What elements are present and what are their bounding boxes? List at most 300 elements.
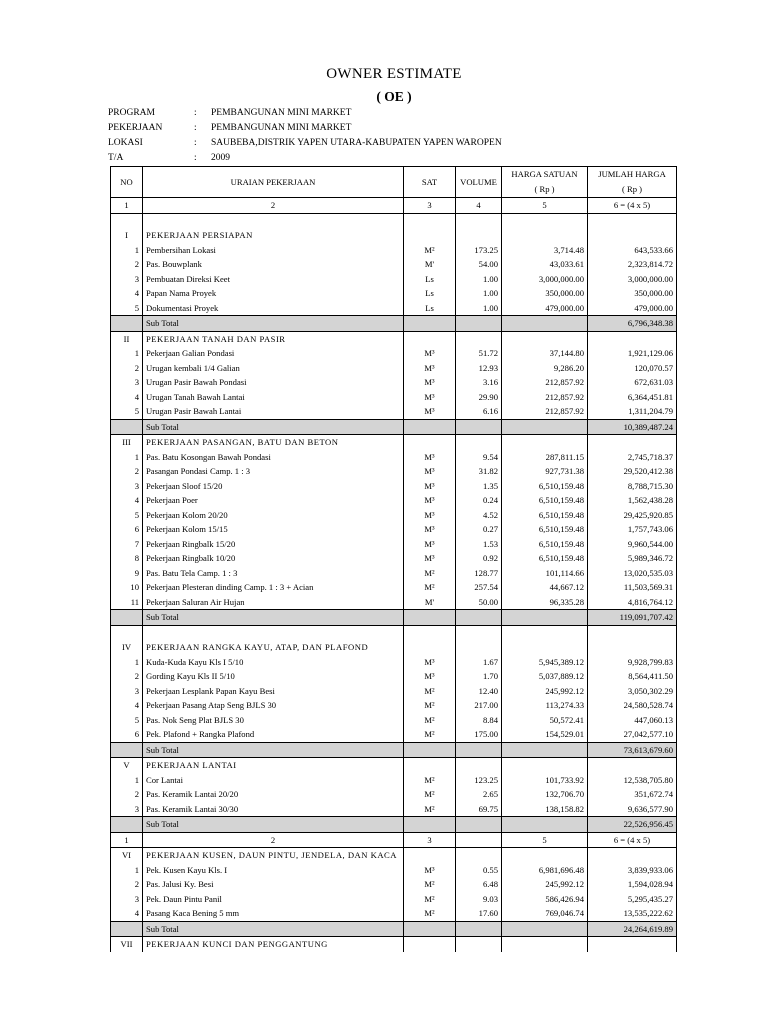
item-volume: 217.00 xyxy=(456,698,502,713)
subtotal-row xyxy=(111,610,677,626)
item-number: 1 xyxy=(111,655,143,670)
item-volume: 50.00 xyxy=(456,595,502,610)
item-unit: M² xyxy=(404,877,456,892)
empty-cell xyxy=(111,213,143,228)
item-description: Pekerjaan Pasang Atap Seng BJLS 30 xyxy=(143,698,404,713)
section-row xyxy=(111,937,677,952)
item-total-price: 13,020,535.03 xyxy=(588,566,677,581)
subtotal-value: 24,264,619.89 xyxy=(588,921,677,937)
info-separator: : xyxy=(194,123,197,133)
section-number: III xyxy=(111,435,143,450)
item-number: 6 xyxy=(111,727,143,742)
item-description: Pasang Kaca Bening 5 mm xyxy=(143,906,404,921)
item-unit: M³ xyxy=(404,375,456,390)
item-unit-price: 6,510,159.48 xyxy=(502,551,588,566)
empty-cell xyxy=(456,435,502,450)
header-jumlah-harga: JUMLAH HARGA xyxy=(588,167,677,183)
empty-cell xyxy=(502,316,588,332)
item-total-price: 9,636,577.90 xyxy=(588,802,677,817)
item-unit: M² xyxy=(404,580,456,595)
item-volume: 257.54 xyxy=(456,580,502,595)
table-row xyxy=(111,906,677,921)
item-volume: 1.00 xyxy=(456,272,502,287)
table-row xyxy=(111,863,677,878)
subtotal-row xyxy=(111,316,677,332)
item-number: 2 xyxy=(111,877,143,892)
subtotal-row xyxy=(111,817,677,833)
section-row xyxy=(111,758,677,773)
item-total-price: 12,538,705.80 xyxy=(588,773,677,788)
info-key: T/A xyxy=(108,153,124,163)
column-number: 2 xyxy=(143,832,404,848)
subtotal-label: Sub Total xyxy=(143,921,404,937)
item-unit-price: 6,981,696.48 xyxy=(502,863,588,878)
item-volume: 173.25 xyxy=(456,243,502,258)
item-description: Pas. Keramik Lantai 30/30 xyxy=(143,802,404,817)
item-total-price: 5,989,346.72 xyxy=(588,551,677,566)
empty-cell xyxy=(502,937,588,952)
empty-cell xyxy=(111,610,143,626)
blank-row xyxy=(111,625,677,640)
item-description: Pekerjaan Galian Pondasi xyxy=(143,346,404,361)
column-number: 6 = (4 x 5) xyxy=(588,832,677,848)
item-description: Pek. Daun Pintu Panil xyxy=(143,892,404,907)
table-row xyxy=(111,551,677,566)
empty-cell xyxy=(502,435,588,450)
item-volume: 1.53 xyxy=(456,537,502,552)
item-unit-price: 586,426.94 xyxy=(502,892,588,907)
item-unit: M² xyxy=(404,698,456,713)
item-description: Pas. Jalusi Ky. Besi xyxy=(143,877,404,892)
empty-cell xyxy=(456,742,502,758)
section-number: I xyxy=(111,228,143,243)
item-volume: 31.82 xyxy=(456,464,502,479)
table-row xyxy=(111,493,677,508)
empty-cell xyxy=(502,848,588,863)
item-unit: M³ xyxy=(404,479,456,494)
item-volume: 8.84 xyxy=(456,713,502,728)
subtotal-row xyxy=(111,742,677,758)
item-number: 1 xyxy=(111,243,143,258)
empty-cell xyxy=(502,742,588,758)
empty-cell xyxy=(404,331,456,346)
item-unit-price: 6,510,159.48 xyxy=(502,479,588,494)
empty-cell xyxy=(404,419,456,435)
section-row xyxy=(111,228,677,243)
item-description: Pekerjaan Lesplank Papan Kayu Besi xyxy=(143,684,404,699)
empty-cell xyxy=(502,625,588,640)
empty-cell xyxy=(404,848,456,863)
empty-cell xyxy=(404,742,456,758)
section-title: PEKERJAAN PERSIAPAN xyxy=(143,228,404,243)
item-unit: M' xyxy=(404,257,456,272)
item-unit: Ls xyxy=(404,301,456,316)
item-number: 4 xyxy=(111,390,143,405)
empty-cell xyxy=(111,625,143,640)
item-unit: M³ xyxy=(404,508,456,523)
item-total-price: 479,000.00 xyxy=(588,301,677,316)
item-volume: 29.90 xyxy=(456,390,502,405)
item-unit-price: 44,667.12 xyxy=(502,580,588,595)
item-total-price: 5,295,435.27 xyxy=(588,892,677,907)
item-volume: 123.25 xyxy=(456,773,502,788)
subtotal-row xyxy=(111,921,677,937)
item-description: Cor Lantai xyxy=(143,773,404,788)
item-number: 2 xyxy=(111,464,143,479)
item-total-price: 11,503,569.31 xyxy=(588,580,677,595)
section-row xyxy=(111,331,677,346)
info-value: SAUBEBA,DISTRIK YAPEN UTARA-KABUPATEN YAPEN WAROPEN xyxy=(211,138,502,148)
item-unit-price: 3,000,000.00 xyxy=(502,272,588,287)
table-row xyxy=(111,580,677,595)
item-description: Urugan Pasir Bawah Lantai xyxy=(143,404,404,419)
column-number: 1 xyxy=(111,198,143,214)
table-row xyxy=(111,727,677,742)
table-row xyxy=(111,595,677,610)
item-volume: 0.24 xyxy=(456,493,502,508)
subtotal-value: 119,091,707.42 xyxy=(588,610,677,626)
subtotal-label: Sub Total xyxy=(143,316,404,332)
item-number: 9 xyxy=(111,566,143,581)
item-number: 1 xyxy=(111,346,143,361)
item-unit-price: 350,000.00 xyxy=(502,286,588,301)
item-total-price: 447,060.13 xyxy=(588,713,677,728)
item-description: Pas. Batu Tela Camp. 1 : 3 xyxy=(143,566,404,581)
document-title: OWNER ESTIMATE xyxy=(326,66,462,82)
item-description: Pekerjaan Kolom 20/20 xyxy=(143,508,404,523)
item-volume: 1.35 xyxy=(456,479,502,494)
item-total-price: 2,745,718.37 xyxy=(588,450,677,465)
item-unit: M² xyxy=(404,713,456,728)
header-jumlah-harga-unit: ( Rp ) xyxy=(588,182,677,198)
item-description: Pekerjaan Ringbalk 15/20 xyxy=(143,537,404,552)
item-description: Urugan Tanah Bawah Lantai xyxy=(143,390,404,405)
item-total-price: 29,520,412.38 xyxy=(588,464,677,479)
item-unit: M³ xyxy=(404,390,456,405)
section-title: PEKERJAAN TANAH DAN PASIR xyxy=(143,331,404,346)
item-description: Pas. Batu Kosongan Bawah Pondasi xyxy=(143,450,404,465)
empty-cell xyxy=(111,921,143,937)
item-volume: 1.00 xyxy=(456,301,502,316)
item-number: 3 xyxy=(111,479,143,494)
table-row xyxy=(111,450,677,465)
table-row xyxy=(111,892,677,907)
empty-cell xyxy=(404,213,456,228)
column-number xyxy=(456,832,502,848)
subtotal-label: Sub Total xyxy=(143,817,404,833)
item-total-price: 672,631.03 xyxy=(588,375,677,390)
header-no: NO xyxy=(111,167,143,198)
item-unit-price: 212,857.92 xyxy=(502,390,588,405)
item-description: Pas. Bouwplank xyxy=(143,257,404,272)
subtotal-label: Sub Total xyxy=(143,742,404,758)
empty-cell xyxy=(456,640,502,655)
item-number: 4 xyxy=(111,286,143,301)
item-volume: 1.67 xyxy=(456,655,502,670)
info-key: LOKASI xyxy=(108,138,143,148)
empty-cell xyxy=(404,758,456,773)
document-subtitle: ( OE ) xyxy=(376,89,412,104)
item-unit: M³ xyxy=(404,537,456,552)
item-volume: 9.03 xyxy=(456,892,502,907)
table-header-row xyxy=(111,167,677,183)
item-total-price: 8,788,715.30 xyxy=(588,479,677,494)
table-row xyxy=(111,713,677,728)
item-description: Dokumentasi Proyek xyxy=(143,301,404,316)
item-volume: 128.77 xyxy=(456,566,502,581)
owner-estimate-table xyxy=(110,166,677,952)
table-row xyxy=(111,537,677,552)
table-row xyxy=(111,877,677,892)
item-number: 10 xyxy=(111,580,143,595)
item-unit-price: 287,811.15 xyxy=(502,450,588,465)
subtotal-value: 10,389,487.24 xyxy=(588,419,677,435)
empty-cell xyxy=(456,228,502,243)
item-volume: 6.48 xyxy=(456,877,502,892)
item-number: 1 xyxy=(111,773,143,788)
empty-cell xyxy=(502,331,588,346)
item-volume: 9.54 xyxy=(456,450,502,465)
item-total-price: 29,425,920.85 xyxy=(588,508,677,523)
item-number: 3 xyxy=(111,802,143,817)
item-number: 2 xyxy=(111,669,143,684)
empty-cell xyxy=(404,921,456,937)
table-row xyxy=(111,390,677,405)
info-separator: : xyxy=(194,108,197,118)
table-row xyxy=(111,566,677,581)
item-unit-price: 138,158.82 xyxy=(502,802,588,817)
empty-cell xyxy=(404,640,456,655)
item-number: 1 xyxy=(111,450,143,465)
empty-cell xyxy=(404,316,456,332)
empty-cell xyxy=(456,316,502,332)
item-total-price: 643,533.66 xyxy=(588,243,677,258)
column-number-row xyxy=(111,832,677,848)
item-unit-price: 245,992.12 xyxy=(502,684,588,699)
item-description: Pembuatan Direksi Keet xyxy=(143,272,404,287)
item-unit: M³ xyxy=(404,346,456,361)
table-row xyxy=(111,257,677,272)
item-unit: M² xyxy=(404,906,456,921)
item-total-price: 3,839,933.06 xyxy=(588,863,677,878)
empty-cell xyxy=(456,625,502,640)
empty-cell xyxy=(588,848,677,863)
empty-cell xyxy=(456,817,502,833)
section-number: II xyxy=(111,331,143,346)
item-number: 7 xyxy=(111,537,143,552)
item-unit: M' xyxy=(404,595,456,610)
table-row xyxy=(111,361,677,376)
item-description: Urugan kembali 1/4 Galian xyxy=(143,361,404,376)
item-description: Pek. Plafond + Rangka Plafond xyxy=(143,727,404,742)
item-unit: M³ xyxy=(404,551,456,566)
item-volume: 0.27 xyxy=(456,522,502,537)
item-volume: 54.00 xyxy=(456,257,502,272)
item-unit-price: 50,572.41 xyxy=(502,713,588,728)
subtotal-value: 6,796,348.38 xyxy=(588,316,677,332)
empty-cell xyxy=(111,817,143,833)
subtotal-value: 22,526,956.45 xyxy=(588,817,677,833)
item-unit-price: 5,037,889.12 xyxy=(502,669,588,684)
header-uraian: URAIAN PEKERJAAN xyxy=(143,167,404,198)
item-volume: 4.52 xyxy=(456,508,502,523)
item-unit: M² xyxy=(404,684,456,699)
item-number: 5 xyxy=(111,508,143,523)
item-number: 3 xyxy=(111,892,143,907)
item-unit: M³ xyxy=(404,404,456,419)
item-total-price: 1,921,129.06 xyxy=(588,346,677,361)
item-unit: M² xyxy=(404,727,456,742)
item-volume: 69.75 xyxy=(456,802,502,817)
subtotal-row xyxy=(111,419,677,435)
item-description: Papan Nama Proyek xyxy=(143,286,404,301)
empty-cell xyxy=(588,937,677,952)
item-unit-price: 6,510,159.48 xyxy=(502,537,588,552)
info-separator: : xyxy=(194,153,197,163)
empty-cell xyxy=(143,213,404,228)
empty-cell xyxy=(456,848,502,863)
info-separator: : xyxy=(194,138,197,148)
item-unit-price: 96,335.28 xyxy=(502,595,588,610)
item-number: 4 xyxy=(111,698,143,713)
item-unit: M² xyxy=(404,566,456,581)
empty-cell xyxy=(502,817,588,833)
subtotal-label: Sub Total xyxy=(143,610,404,626)
item-number: 3 xyxy=(111,684,143,699)
item-unit-price: 113,274.33 xyxy=(502,698,588,713)
empty-cell xyxy=(502,419,588,435)
item-unit-price: 101,733.92 xyxy=(502,773,588,788)
item-number: 5 xyxy=(111,404,143,419)
item-total-price: 1,311,204.79 xyxy=(588,404,677,419)
table-row xyxy=(111,787,677,802)
info-value: PEMBANGUNAN MINI MARKET xyxy=(211,123,352,133)
section-title: PEKERJAAN LANTAI xyxy=(143,758,404,773)
header-volume: VOLUME xyxy=(456,167,502,198)
section-row xyxy=(111,435,677,450)
item-unit-price: 769,046.74 xyxy=(502,906,588,921)
header-sat: SAT xyxy=(404,167,456,198)
empty-cell xyxy=(456,921,502,937)
table-row xyxy=(111,346,677,361)
section-number: IV xyxy=(111,640,143,655)
empty-cell xyxy=(143,625,404,640)
column-number: 5 xyxy=(502,832,588,848)
empty-cell xyxy=(456,419,502,435)
item-total-price: 2,323,814.72 xyxy=(588,257,677,272)
empty-cell xyxy=(502,921,588,937)
empty-cell xyxy=(588,625,677,640)
table-row xyxy=(111,301,677,316)
item-volume: 6.16 xyxy=(456,404,502,419)
table-row xyxy=(111,802,677,817)
item-unit-price: 43,033.61 xyxy=(502,257,588,272)
empty-cell xyxy=(111,742,143,758)
item-description: Pembersihan Lokasi xyxy=(143,243,404,258)
item-unit-price: 37,144.80 xyxy=(502,346,588,361)
item-total-price: 6,364,451.81 xyxy=(588,390,677,405)
item-number: 6 xyxy=(111,522,143,537)
item-description: Pekerjaan Kolom 15/15 xyxy=(143,522,404,537)
section-number: VI xyxy=(111,848,143,863)
column-number: 6 = (4 x 5) xyxy=(588,198,677,214)
item-number: 5 xyxy=(111,713,143,728)
item-unit-price: 132,706.70 xyxy=(502,787,588,802)
item-unit-price: 212,857.92 xyxy=(502,375,588,390)
item-total-price: 4,816,764.12 xyxy=(588,595,677,610)
item-unit: M³ xyxy=(404,464,456,479)
item-description: Kuda-Kuda Kayu Kls I 5/10 xyxy=(143,655,404,670)
item-description: Pekerjaan Plesteran dinding Camp. 1 : 3 + Acian xyxy=(143,580,404,595)
empty-cell xyxy=(456,758,502,773)
item-number: 2 xyxy=(111,787,143,802)
item-unit: Ls xyxy=(404,286,456,301)
item-description: Pekerjaan Sloof 15/20 xyxy=(143,479,404,494)
info-value: 2009 xyxy=(211,153,230,163)
section-title: PEKERJAAN KUNCI DAN PENGGANTUNG xyxy=(143,937,404,952)
item-unit-price: 479,000.00 xyxy=(502,301,588,316)
item-unit: M³ xyxy=(404,655,456,670)
item-unit: M³ xyxy=(404,863,456,878)
table-row xyxy=(111,698,677,713)
table-row xyxy=(111,655,677,670)
column-number-row xyxy=(111,198,677,214)
section-title: PEKERJAAN RANGKA KAYU, ATAP, DAN PLAFOND xyxy=(143,640,404,655)
item-number: 1 xyxy=(111,863,143,878)
empty-cell xyxy=(404,228,456,243)
item-total-price: 350,000.00 xyxy=(588,286,677,301)
table-row xyxy=(111,773,677,788)
empty-cell xyxy=(404,817,456,833)
empty-cell xyxy=(502,610,588,626)
section-number: VII xyxy=(111,937,143,952)
item-number: 2 xyxy=(111,361,143,376)
item-total-price: 3,000,000.00 xyxy=(588,272,677,287)
item-description: Pekerjaan Poer xyxy=(143,493,404,508)
item-unit-price: 245,992.12 xyxy=(502,877,588,892)
column-number: 3 xyxy=(404,198,456,214)
item-unit-price: 3,714.48 xyxy=(502,243,588,258)
item-volume: 1.70 xyxy=(456,669,502,684)
item-unit: M³ xyxy=(404,361,456,376)
empty-cell xyxy=(456,610,502,626)
item-unit-price: 5,945,389.12 xyxy=(502,655,588,670)
item-description: Pas. Keramik Lantai 20/20 xyxy=(143,787,404,802)
subtotal-value: 73,613,679.60 xyxy=(588,742,677,758)
item-volume: 175.00 xyxy=(456,727,502,742)
item-total-price: 24,580,528.74 xyxy=(588,698,677,713)
empty-cell xyxy=(456,937,502,952)
info-key: PEKERJAAN xyxy=(108,123,163,133)
item-description: Urugan Pasir Bawah Pondasi xyxy=(143,375,404,390)
item-total-price: 9,928,799.83 xyxy=(588,655,677,670)
empty-cell xyxy=(404,610,456,626)
empty-cell xyxy=(502,228,588,243)
section-row xyxy=(111,640,677,655)
empty-cell xyxy=(588,758,677,773)
item-description: Pasangan Pondasi Camp. 1 : 3 xyxy=(143,464,404,479)
empty-cell xyxy=(111,419,143,435)
item-unit-price: 6,510,159.48 xyxy=(502,493,588,508)
item-unit: M³ xyxy=(404,522,456,537)
item-total-price: 13,535,222.62 xyxy=(588,906,677,921)
item-unit: M² xyxy=(404,243,456,258)
item-number: 3 xyxy=(111,375,143,390)
item-description: Pekerjaan Saluran Air Hujan xyxy=(143,595,404,610)
empty-cell xyxy=(588,228,677,243)
info-value: PEMBANGUNAN MINI MARKET xyxy=(211,108,352,118)
item-volume: 1.00 xyxy=(456,286,502,301)
